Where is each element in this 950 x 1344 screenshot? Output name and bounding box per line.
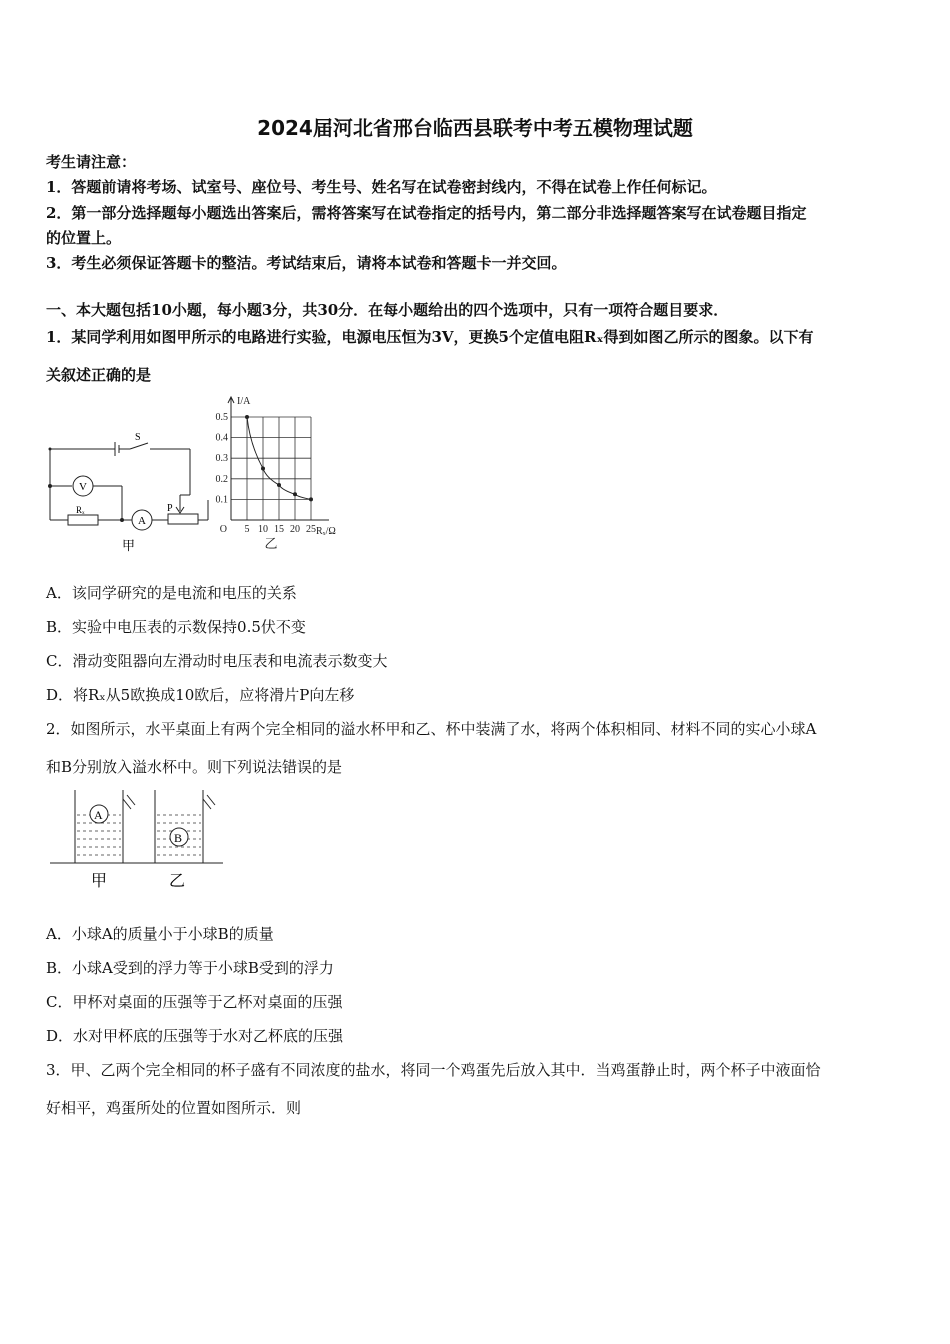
- chart-y-tick-label: 0.3: [215, 453, 228, 465]
- q1-option-a: A．该同学研究的是电流和电压的关系: [46, 584, 297, 602]
- chart-x-tick-label: 20: [290, 524, 300, 535]
- page-title: 2024届河北省邢台临西县联考中考五模物理试题: [257, 116, 693, 140]
- q2-stem: 2．如图所示，水平桌面上有两个完全相同的溢水杯甲和乙、杯中装满了水，将两个体积相同、材料不同的实心小球A: [46, 720, 817, 738]
- notice-item: 2．第一部分选择题每小题选出答案后，需将答案写在试卷指定的括号内，第二部分非选择题答案写在试卷题目指定: [46, 204, 807, 222]
- ball-b-label: B: [174, 831, 183, 845]
- q3-stem: 3．甲、乙两个完全相同的杯子盛有不同浓度的盐水，将同一个鸡蛋先后放入其中．当鸡蛋静止时，两个杯子中液面恰: [46, 1061, 821, 1079]
- chart-y-axis-label: I/A: [237, 396, 251, 407]
- q1-stem: 1．某同学利用如图甲所示的电路进行实验，电源电压恒为3V，更换5个定值电阻Rₓ得到如图乙所示的图象。以下有: [46, 328, 814, 346]
- ball-a-label: A: [94, 808, 103, 822]
- q2-option-c: C．甲杯对桌面的压强等于乙杯对桌面的压强: [46, 993, 343, 1011]
- notice-item: 1．答题前请将考场、试室号、座位号、考生号、姓名写在试卷密封线内，不得在试卷上作任何标记。: [46, 178, 717, 196]
- q3-stem: 好相平，鸡蛋所处的位置如图所示．则: [46, 1099, 302, 1117]
- circuit-caption: 甲: [122, 538, 136, 553]
- chart-x-tick-label: 10: [258, 524, 268, 535]
- chart-x-tick-label: 15: [274, 524, 284, 535]
- chart-data-point: [277, 483, 281, 487]
- q1-option-c: C．滑动变阻器向左滑动时电压表和电流表示数变大: [46, 652, 388, 670]
- chart-y-tick-label: 0.1: [215, 494, 228, 506]
- ammeter-label: A: [138, 515, 146, 527]
- chart-x-axis-label: Rₓ/Ω: [316, 526, 336, 537]
- section-heading: 一、本大题包括10小题，每小题3分，共30分．在每小题给出的四个选项中，只有一项符合题目要求．: [46, 301, 729, 319]
- q2-cups-figure: [45, 785, 230, 895]
- chart-x-tick-label: 25: [306, 524, 316, 535]
- q2-option-d: D．水对甲杯底的压强等于水对乙杯底的压强: [46, 1027, 344, 1045]
- voltmeter-label: V: [79, 481, 87, 493]
- q1-circuit-diagram: [40, 425, 220, 560]
- notice-item: 3．考生必须保证答题卡的整洁。考试结束后，请将本试卷和答题卡一并交回。: [46, 254, 567, 272]
- chart-origin-label: O: [219, 524, 227, 535]
- notice-heading: 考生请注意：: [46, 153, 137, 171]
- resistor-label: Rₓ: [76, 505, 85, 515]
- chart-x-tick-label: 5: [244, 524, 250, 535]
- q2-stem: 和B分别放入溢水杯中。则下列说法错误的是: [46, 758, 343, 776]
- chart-data-point: [245, 415, 249, 419]
- switch-label: S: [135, 432, 141, 443]
- notice-item: 的位置上。: [46, 229, 122, 247]
- chart-y-tick-label: 0.2: [215, 473, 228, 485]
- q1-option-d: D．将Rₓ从5欧换成10欧后，应将滑片P向左移: [46, 686, 355, 704]
- chart-y-tick-label: 0.4: [215, 432, 228, 444]
- q2-option-a: A．小球A的质量小于小球B的质量: [46, 925, 274, 943]
- slider-label: P: [167, 503, 173, 514]
- q1-ir-chart: [205, 390, 370, 555]
- chart-data-point: [261, 467, 265, 471]
- q2-option-b: B．小球A受到的浮力等于小球B受到的浮力: [46, 959, 334, 977]
- chart-caption: 乙: [264, 536, 278, 551]
- chart-data-point: [293, 492, 297, 496]
- q1-stem: 关叙述正确的是: [46, 366, 152, 384]
- chart-data-point: [309, 497, 313, 501]
- cup-caption-left: 甲: [91, 873, 108, 890]
- q1-option-b: B．实验中电压表的示数保持0.5伏不变: [46, 618, 306, 636]
- chart-y-tick-label: 0.5: [215, 412, 228, 423]
- cup-caption-right: 乙: [169, 873, 186, 890]
